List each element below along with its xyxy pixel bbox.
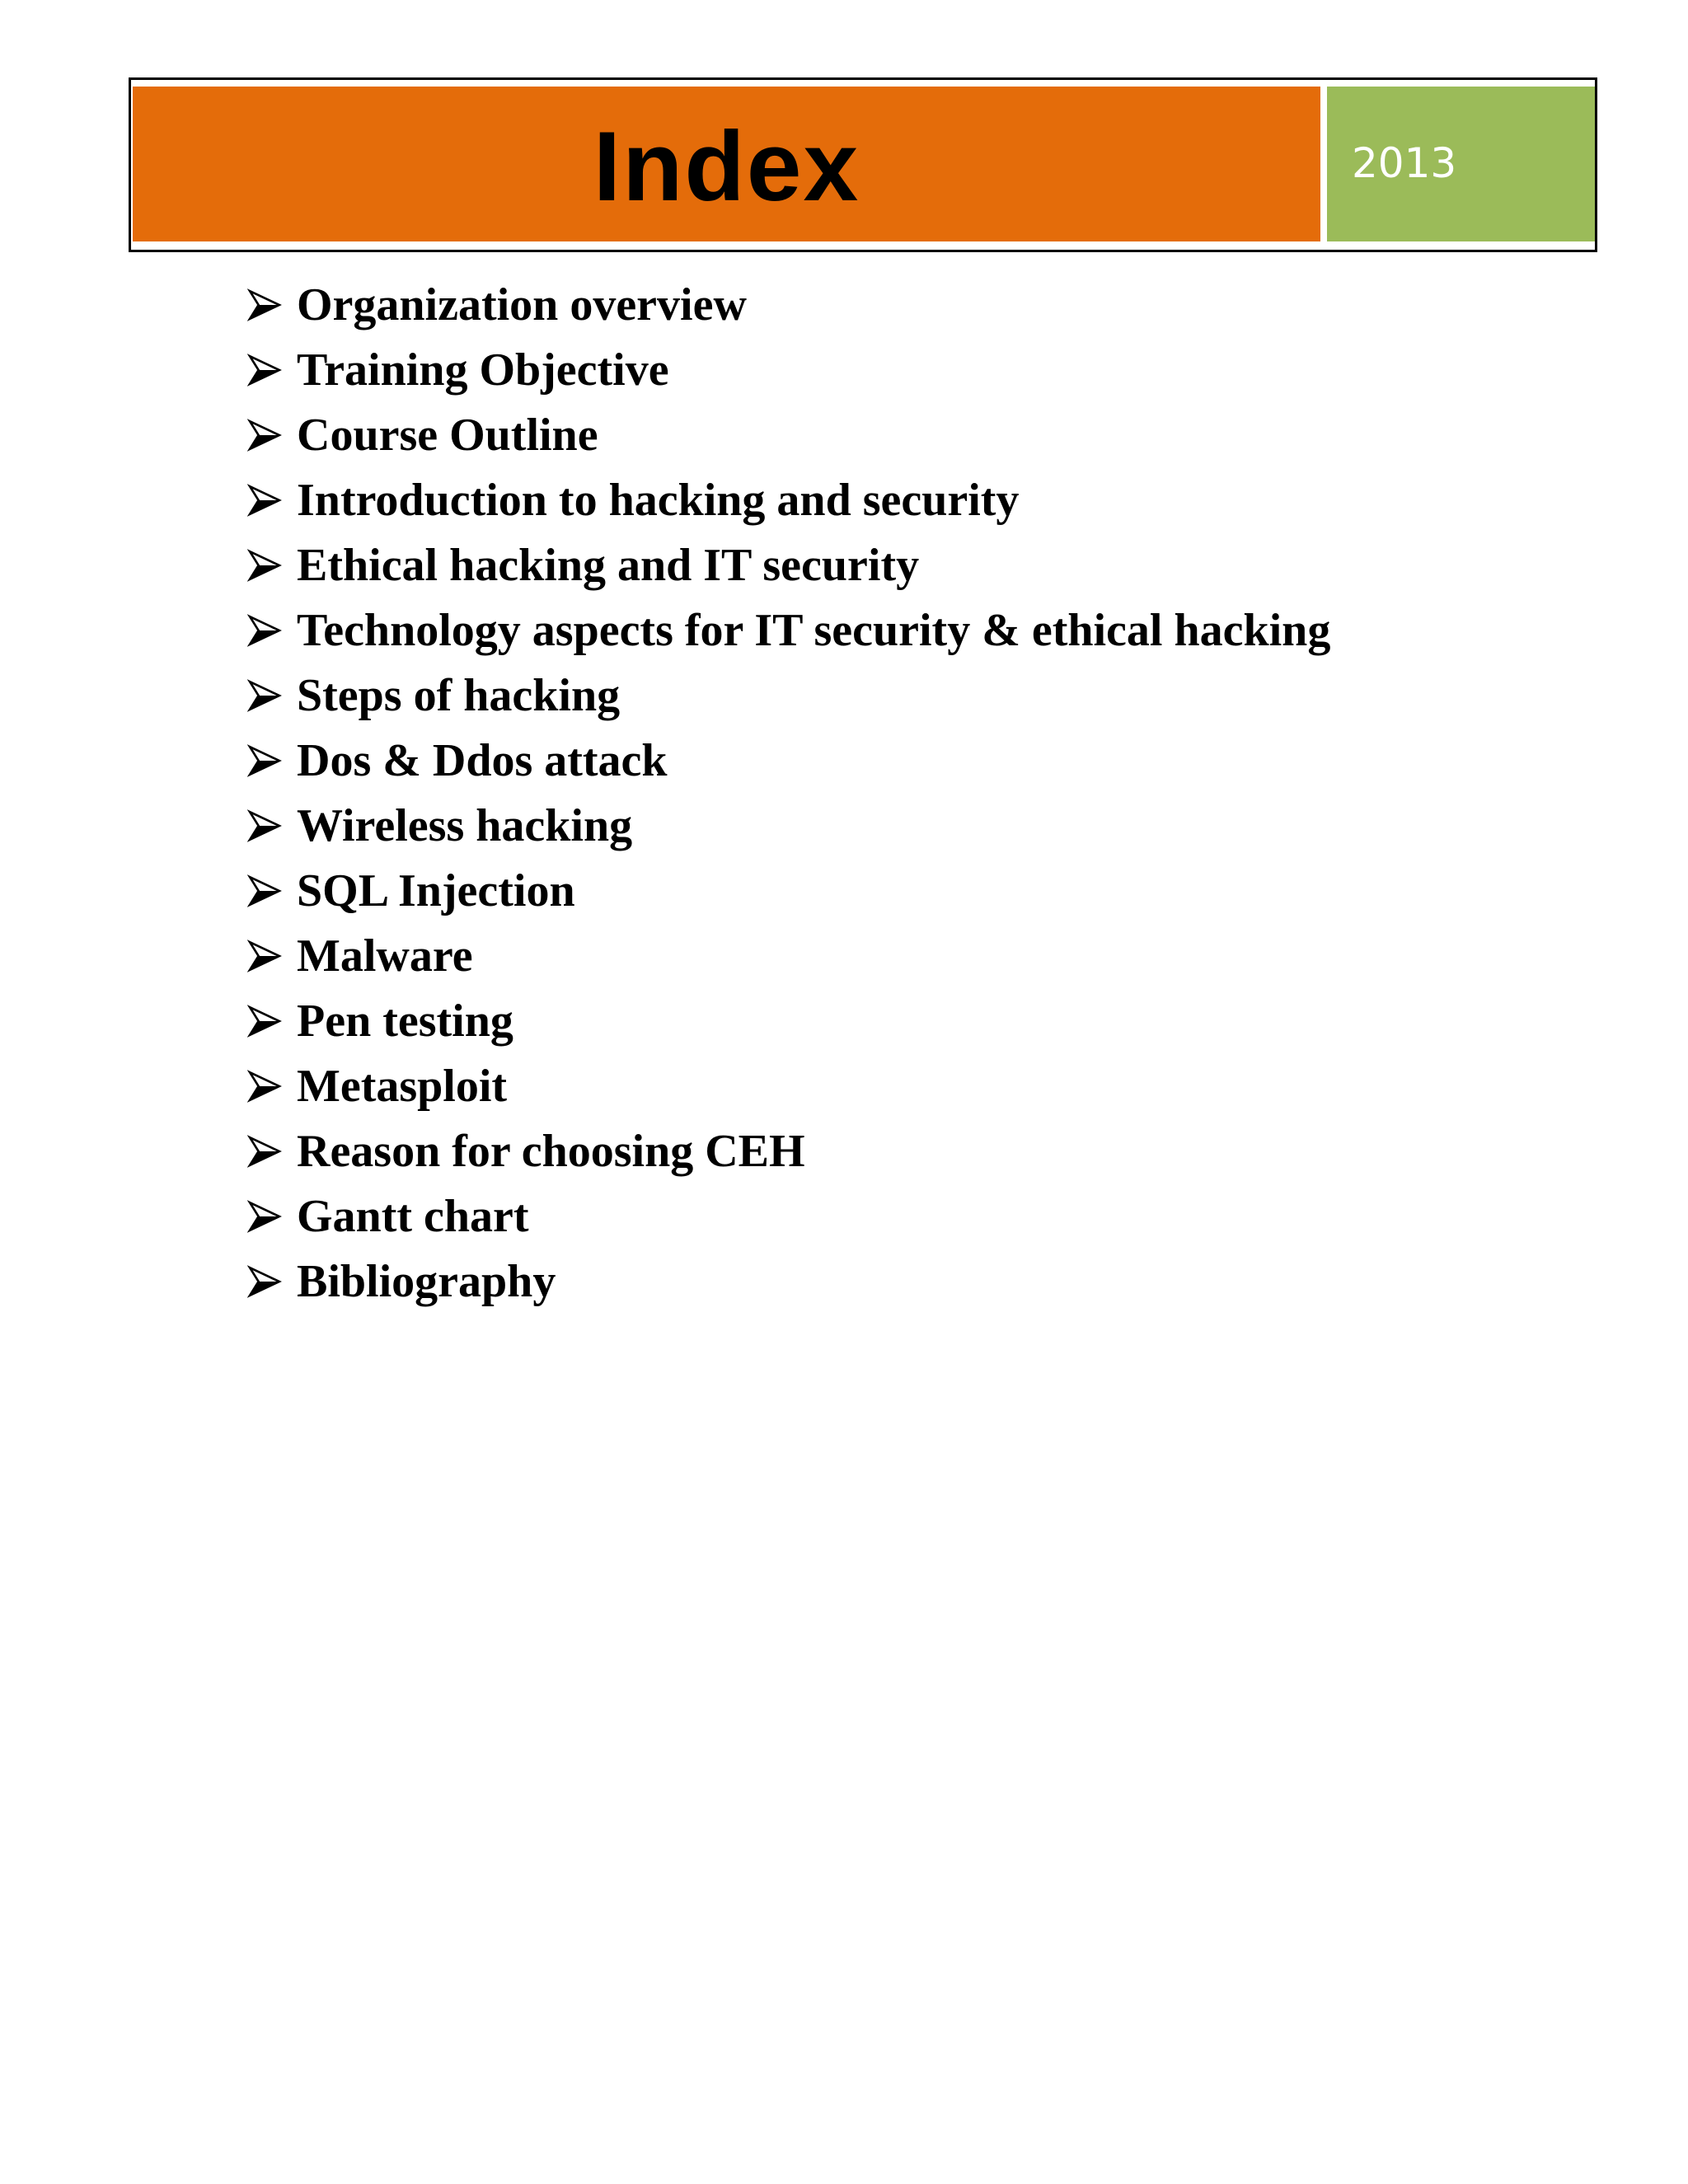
arrowhead-bullet-icon — [247, 1134, 282, 1169]
arrowhead-bullet-icon — [247, 808, 282, 843]
arrowhead-bullet-icon — [247, 1069, 282, 1104]
title-banner — [133, 87, 1320, 241]
index-item-label: Bibliography — [297, 1255, 556, 1307]
arrowhead-bullet-icon — [247, 483, 282, 518]
arrowhead-bullet-icon — [247, 939, 282, 973]
index-item — [247, 272, 1330, 337]
index-item — [247, 1183, 1330, 1249]
index-item-label: Gantt chart — [297, 1190, 529, 1242]
index-item-label: Introduction to hacking and security — [297, 474, 1020, 526]
index-item-label: Technology aspects for IT security & ethical hacking — [297, 604, 1331, 656]
arrowhead-bullet-icon — [247, 1199, 282, 1234]
index-item — [247, 1118, 1330, 1183]
index-item — [247, 337, 1330, 402]
page-title: Index — [593, 111, 860, 222]
index-item — [247, 663, 1330, 728]
arrowhead-bullet-icon — [247, 743, 282, 778]
index-item-label: Organization overview — [297, 279, 747, 330]
index-item — [247, 1249, 1330, 1314]
index-item-label: Metasploit — [297, 1060, 508, 1112]
index-item — [247, 728, 1330, 793]
arrowhead-bullet-icon — [247, 1004, 282, 1038]
index-item-label: Wireless hacking — [297, 799, 633, 851]
arrowhead-bullet-icon — [247, 678, 282, 713]
index-item — [247, 1053, 1330, 1118]
index-item-label: Training Objective — [297, 344, 669, 396]
index-list — [247, 272, 1330, 1314]
index-item-label: Reason for choosing CEH — [297, 1125, 805, 1177]
arrowhead-bullet-icon — [247, 1264, 282, 1299]
arrowhead-bullet-icon — [247, 874, 282, 908]
arrowhead-bullet-icon — [247, 353, 282, 387]
index-item — [247, 923, 1330, 988]
index-item-label: Course Outline — [297, 409, 598, 461]
index-item — [247, 988, 1330, 1053]
index-item — [247, 532, 1330, 598]
arrowhead-bullet-icon — [247, 548, 282, 583]
year-banner — [1327, 87, 1595, 241]
index-item — [247, 402, 1330, 467]
index-item — [247, 858, 1330, 923]
index-item-label: Dos & Ddos attack — [297, 734, 668, 786]
arrowhead-bullet-icon — [247, 288, 282, 322]
index-item-label: Malware — [297, 930, 473, 982]
arrowhead-bullet-icon — [247, 418, 282, 452]
index-item-label: Pen testing — [297, 995, 513, 1047]
index-item-label: Steps of hacking — [297, 669, 621, 721]
index-item-label: SQL Injection — [297, 865, 575, 916]
index-item-label: Ethical hacking and IT security — [297, 539, 920, 591]
index-item — [247, 793, 1330, 858]
index-item — [247, 598, 1330, 663]
arrowhead-bullet-icon — [247, 613, 282, 648]
index-item — [247, 467, 1330, 532]
year-label: 2013 — [1352, 139, 1457, 187]
